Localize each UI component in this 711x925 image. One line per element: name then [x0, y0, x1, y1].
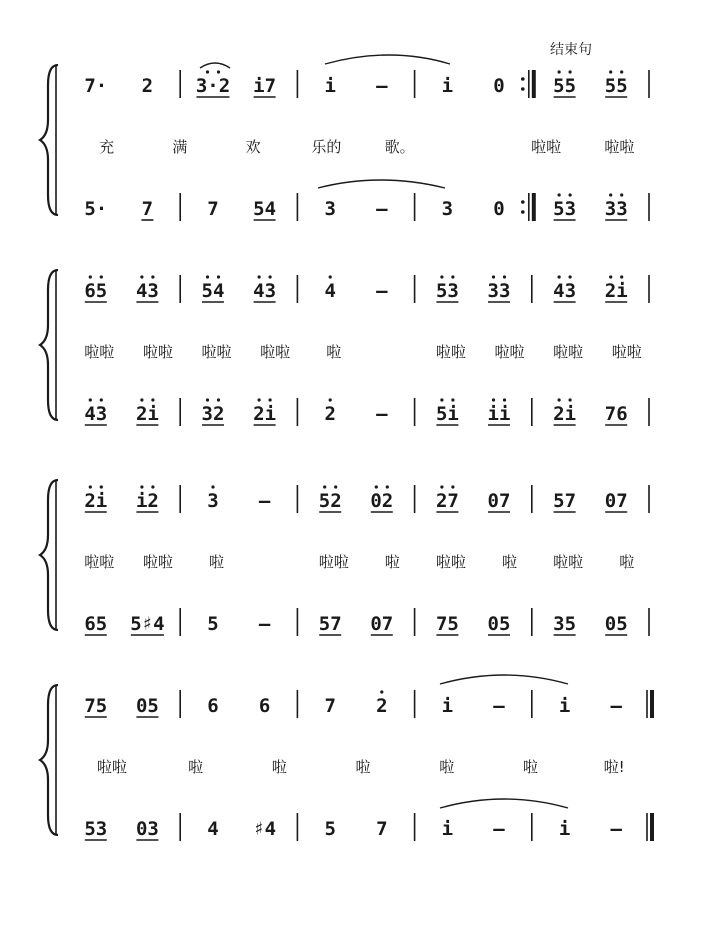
octave-dot — [217, 70, 220, 73]
octave-dot — [140, 398, 143, 401]
note: 7 — [207, 198, 219, 220]
lyric-word: 啦! — [603, 758, 625, 776]
octave-dot — [440, 398, 443, 401]
octave-dot — [558, 275, 561, 278]
note: 2i — [84, 490, 108, 512]
octave-dot — [269, 275, 272, 278]
note: i — [558, 695, 571, 717]
note: 05 — [604, 613, 628, 635]
note: 5 — [207, 613, 219, 635]
note: 35 — [553, 613, 577, 635]
note: i — [441, 818, 454, 840]
note: 57 — [553, 490, 577, 512]
octave-dot — [100, 275, 103, 278]
note: 54 — [201, 280, 225, 302]
octave-dot — [569, 275, 572, 278]
note: ii — [487, 403, 511, 425]
note: 33 — [487, 280, 511, 302]
note: i7 — [253, 75, 277, 97]
system-1 — [40, 55, 649, 221]
note: — — [376, 280, 388, 302]
note: 43 — [135, 280, 159, 302]
note: — — [610, 818, 622, 840]
lyric-word: 啦啦 — [553, 553, 584, 571]
lyric-word: 啦啦 — [604, 138, 635, 156]
system-4 — [40, 675, 652, 841]
octave-dot — [451, 398, 454, 401]
octave-dot — [206, 398, 209, 401]
lyric-word: 啦 — [271, 758, 287, 776]
octave-dot — [620, 70, 623, 73]
octave-dot — [89, 275, 92, 278]
note: i2 — [135, 490, 159, 512]
note: 27 — [435, 490, 459, 512]
lyric-word: 啦啦 — [611, 343, 642, 361]
lyric-word: 啦 — [619, 553, 635, 571]
lyric-word: 啦啦 — [553, 343, 584, 361]
note: 07 — [370, 613, 394, 635]
lyric-word: 啦啦 — [201, 343, 232, 361]
note: 4 — [324, 280, 336, 302]
note: 07 — [604, 490, 628, 512]
repeat-dot — [521, 210, 525, 214]
note: 5i — [435, 403, 459, 425]
lyric-word: 啦啦 — [318, 553, 349, 571]
octave-dot — [503, 398, 506, 401]
octave-dot — [451, 275, 454, 278]
lyric-word: 啦啦 — [531, 138, 562, 156]
note: 32 — [201, 403, 225, 425]
octave-dot — [140, 275, 143, 278]
octave-dot — [89, 485, 92, 488]
note: — — [258, 490, 271, 512]
lyric-word: 啦 — [355, 758, 371, 776]
octave-dot — [609, 275, 612, 278]
octave-dot — [569, 398, 572, 401]
lyric-word: 啦啦 — [435, 553, 466, 571]
note: — — [493, 818, 505, 840]
note: — — [610, 695, 622, 717]
note: 0 — [493, 198, 505, 220]
octave-dot — [151, 485, 154, 488]
note: 52 — [318, 490, 342, 512]
note: 7 — [324, 695, 336, 717]
note: 53 — [84, 818, 108, 840]
slur — [200, 63, 230, 68]
note: 57 — [318, 613, 342, 635]
octave-dot — [140, 485, 143, 488]
system-2 — [40, 270, 649, 426]
octave-dot — [503, 275, 506, 278]
octave-dot — [492, 398, 495, 401]
lyric-word: 歌。 — [384, 138, 415, 156]
note: i — [441, 75, 454, 97]
octave-dot — [375, 485, 378, 488]
octave-dot — [206, 70, 209, 73]
lyric-word: 啦啦 — [142, 343, 173, 361]
note: 53 — [435, 280, 459, 302]
note: 2i — [604, 280, 628, 302]
note: 65 — [84, 613, 108, 635]
tie — [325, 55, 450, 64]
note: 43 — [553, 280, 577, 302]
note: 2i — [253, 403, 277, 425]
note: 2 — [376, 695, 388, 717]
note: 76 — [604, 403, 628, 425]
note: — — [376, 198, 388, 220]
note: — — [493, 695, 505, 717]
lyric-word: 啦啦 — [260, 343, 291, 361]
note: 54 — [253, 198, 277, 220]
note: 75 — [435, 613, 459, 635]
repeat-dot — [521, 200, 525, 204]
repeat-dot — [521, 87, 525, 91]
octave-dot — [89, 398, 92, 401]
octave-dot — [569, 193, 572, 196]
octave-dot — [258, 275, 261, 278]
note: i — [558, 818, 571, 840]
systems-group — [40, 55, 652, 841]
tie — [440, 675, 568, 684]
note: 43 — [84, 403, 108, 425]
note: 7· — [84, 75, 108, 97]
ending-phrase-label: 结束句 — [550, 42, 592, 58]
lyric-word: 欢 — [245, 138, 261, 156]
note: — — [376, 403, 388, 425]
note: 02 — [370, 490, 394, 512]
lyric-word: 乐的 — [311, 138, 342, 156]
repeat-dot — [521, 77, 525, 81]
octave-dot — [329, 275, 332, 278]
lyric-word: 啦啦 — [494, 343, 525, 361]
note: 03 — [135, 818, 159, 840]
lyric-word: 啦 — [384, 553, 400, 571]
octave-dot — [151, 275, 154, 278]
note: 6 — [258, 695, 271, 717]
note: 05 — [487, 613, 511, 635]
lyric-word: 啦啦 — [142, 553, 173, 571]
note: 3·2 — [195, 75, 231, 97]
note: 3 — [441, 198, 454, 220]
note: 05 — [135, 695, 159, 717]
note: — — [376, 75, 388, 97]
note: 55 — [604, 75, 628, 97]
octave-dot — [151, 398, 154, 401]
octave-dot — [217, 398, 220, 401]
octave-dot — [440, 275, 443, 278]
octave-dot — [609, 193, 612, 196]
lyric-word: 啦 — [208, 553, 225, 571]
note: 07 — [487, 490, 511, 512]
octave-dot — [492, 275, 495, 278]
lyric-word: 啦 — [326, 343, 342, 361]
note: 33 — [604, 198, 628, 220]
octave-dot — [609, 70, 612, 73]
octave-dot — [100, 398, 103, 401]
octave-dot — [451, 485, 454, 488]
note: i — [324, 75, 336, 97]
octave-dot — [620, 275, 623, 278]
note: 6 — [207, 695, 219, 717]
note: 2i — [135, 403, 159, 425]
octave-dot — [558, 398, 561, 401]
octave-dot — [558, 70, 561, 73]
tie — [318, 180, 445, 188]
note: 2 — [324, 403, 336, 425]
note: 3 — [324, 198, 336, 220]
note: 3 — [207, 490, 219, 512]
octave-dot — [386, 485, 389, 488]
lyric-word: 满 — [172, 138, 188, 156]
note: 53 — [553, 198, 577, 220]
note: 2i — [553, 403, 577, 425]
note: 5♯4 — [130, 613, 165, 635]
lyric-word: 啦 — [501, 553, 518, 571]
octave-dot — [558, 193, 561, 196]
note: 5 — [324, 818, 336, 840]
octave-dot — [269, 398, 272, 401]
lyric-word: 啦 — [439, 758, 455, 776]
octave-dot — [100, 485, 103, 488]
note: i — [441, 695, 454, 717]
note: 0 — [493, 75, 505, 97]
note: 65 — [84, 280, 108, 302]
lyric-word: 啦啦 — [435, 343, 466, 361]
lyric-word: 啦啦 — [84, 553, 115, 571]
lyric-word: 啦啦 — [84, 343, 115, 361]
octave-dot — [380, 690, 383, 693]
octave-dot — [440, 485, 443, 488]
lyric-word: 啦啦 — [96, 758, 127, 776]
note: 55 — [553, 75, 577, 97]
note: 43 — [253, 280, 277, 302]
lyric-word: 充 — [99, 138, 115, 156]
note: ♯4 — [253, 818, 277, 840]
octave-dot — [206, 275, 209, 278]
octave-dot — [334, 485, 337, 488]
tie — [440, 799, 568, 808]
system-3 — [40, 480, 649, 636]
note: 4 — [207, 818, 219, 840]
note: 2 — [141, 75, 154, 97]
note: 75 — [84, 695, 108, 717]
note: 5· — [84, 198, 108, 220]
note: 7 — [141, 198, 154, 220]
lyric-word: 啦 — [188, 758, 204, 776]
lyric-word: 啦 — [522, 758, 538, 776]
octave-dot — [569, 70, 572, 73]
note: — — [258, 613, 271, 635]
octave-dot — [323, 485, 326, 488]
octave-dot — [217, 275, 220, 278]
octave-dot — [258, 398, 261, 401]
octave-dot — [620, 193, 623, 196]
octave-dot — [211, 485, 214, 488]
octave-dot — [329, 398, 332, 401]
note: 7 — [376, 818, 388, 840]
